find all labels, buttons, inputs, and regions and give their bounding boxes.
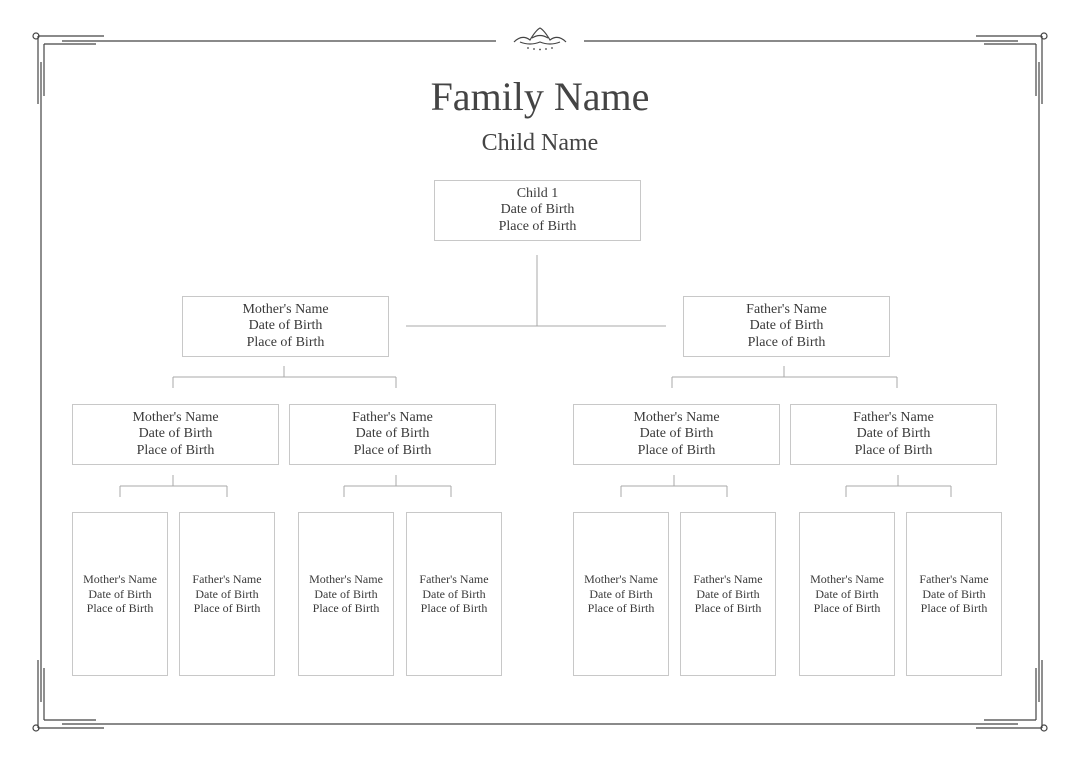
person-dob: Date of Birth	[500, 202, 575, 218]
person-name: Father's Name	[419, 572, 489, 587]
person-pob: Place of Birth	[747, 334, 826, 350]
person-pob: Place of Birth	[312, 601, 380, 616]
person-pob: Place of Birth	[420, 601, 488, 616]
person-pob: Place of Birth	[193, 601, 261, 616]
person-dob: Date of Birth	[88, 586, 152, 601]
person-name: Father's Name	[746, 301, 827, 317]
person-pob: Place of Birth	[246, 334, 325, 350]
great-grandparent-box	[906, 512, 1002, 676]
person-dob: Date of Birth	[195, 586, 259, 601]
person-pob: Place of Birth	[637, 442, 716, 458]
person-name: Mother's Name	[242, 301, 329, 317]
great-grandparent-box	[406, 512, 502, 676]
person-name: Father's Name	[853, 409, 934, 425]
person-dob: Date of Birth	[696, 586, 760, 601]
person-dob: Date of Birth	[589, 586, 653, 601]
person-name: Mother's Name	[132, 409, 219, 425]
person-pob: Place of Birth	[694, 601, 762, 616]
mother-box	[182, 296, 389, 357]
person-pob: Place of Birth	[920, 601, 988, 616]
great-grandparent-box	[799, 512, 895, 676]
great-grandparent-box	[680, 512, 776, 676]
person-dob: Date of Birth	[138, 426, 213, 442]
person-name: Mother's Name	[810, 572, 884, 587]
person-name: Mother's Name	[633, 409, 720, 425]
great-grandparent-box	[179, 512, 275, 676]
person-dob: Date of Birth	[314, 586, 378, 601]
person-name: Father's Name	[919, 572, 989, 587]
person-dob: Date of Birth	[248, 318, 323, 334]
person-pob: Place of Birth	[136, 442, 215, 458]
grandparent-box	[573, 404, 780, 465]
child-box	[434, 180, 641, 241]
grandparent-box	[72, 404, 279, 465]
grandparent-box	[289, 404, 496, 465]
person-pob: Place of Birth	[498, 218, 577, 234]
person-dob: Date of Birth	[639, 426, 714, 442]
person-dob: Date of Birth	[422, 586, 486, 601]
person-dob: Date of Birth	[355, 426, 430, 442]
person-pob: Place of Birth	[86, 601, 154, 616]
person-name: Father's Name	[192, 572, 262, 587]
person-name: Mother's Name	[309, 572, 383, 587]
great-grandparent-box	[298, 512, 394, 676]
family-name-title: Family Name	[430, 74, 650, 119]
person-name: Child 1	[516, 185, 559, 201]
person-dob: Date of Birth	[922, 586, 986, 601]
grandparent-box	[790, 404, 997, 465]
person-pob: Place of Birth	[854, 442, 933, 458]
father-box	[683, 296, 890, 357]
great-grandparent-box	[573, 512, 669, 676]
person-pob: Place of Birth	[813, 601, 881, 616]
person-pob: Place of Birth	[353, 442, 432, 458]
person-dob: Date of Birth	[856, 426, 931, 442]
person-name: Father's Name	[693, 572, 763, 587]
person-name: Mother's Name	[83, 572, 157, 587]
person-name: Mother's Name	[584, 572, 658, 587]
person-name: Father's Name	[352, 409, 433, 425]
great-grandparent-box	[72, 512, 168, 676]
person-dob: Date of Birth	[815, 586, 879, 601]
child-name-subtitle: Child Name	[481, 130, 599, 156]
person-pob: Place of Birth	[587, 601, 655, 616]
person-dob: Date of Birth	[749, 318, 824, 334]
